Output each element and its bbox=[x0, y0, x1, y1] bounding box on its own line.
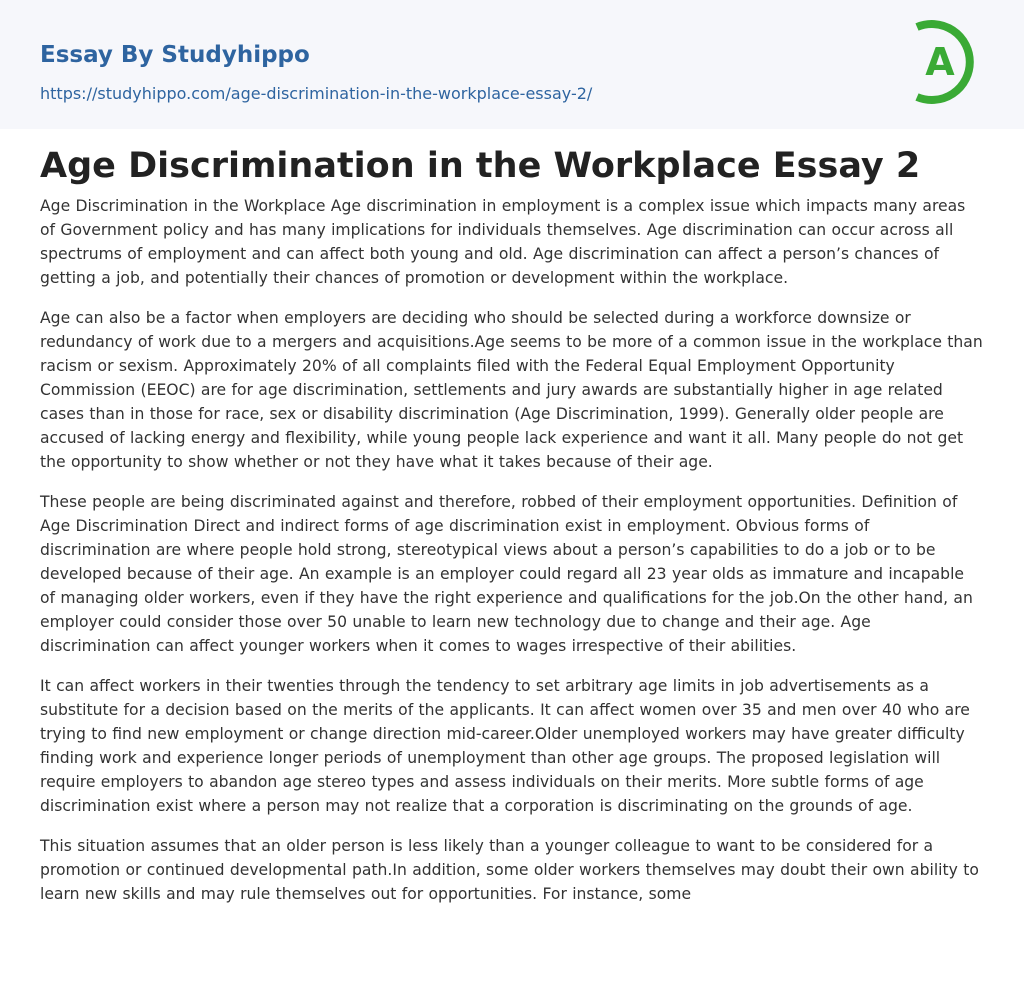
site-brand[interactable]: Essay By Studyhippo bbox=[40, 42, 310, 68]
essay-paragraph: Age Discrimination in the Workplace Age discrimination in employment is a complex issue which impacts many areas of Government policy and has many implications for individuals themselves. Age discrimination can occur across all spectrums of employment and can affect both young and old. Age discrimination can affect a person’s chances of getting a job, and potentially their chances of promotion or development within the workplace. bbox=[40, 197, 966, 287]
essay-title: Age Discrimination in the Workplace Essay 2 bbox=[40, 146, 921, 186]
site-header bbox=[0, 0, 1024, 129]
essay-url-link[interactable]: https://studyhippo.com/age-discrimination-in-the-workplace-essay-2/ bbox=[40, 84, 593, 103]
essay-paragraph: It can affect workers in their twenties through the tendency to set arbitrary age limits in job advertisements as a substitute for a decision based on the merits of the applicants. It can affect women over 35 and men over 40 who are trying to find new employment or change direction mid-career.Older unemployed workers may have greater difficulty finding work and experience longer periods of unemployment than other age groups. The proposed legislation will require employers to abandon age stereo types and assess individuals on their merits. More subtle forms of age discrimination exist where a person may not realize that a corporation is discriminating on the grounds of age. bbox=[40, 677, 970, 815]
essay-body bbox=[40, 194, 984, 922]
essay-paragraph: These people are being discriminated against and therefore, robbed of their employment opportunities. Definition of Age Discrimination Direct and indirect forms of age discrimination exist in employment. Obvious forms of discrimination are where people hold strong, stereotypical views about a person’s capabilities to do a job or to be developed because of their age. An example is an employer could regard all 23 year olds as immature and incapable of managing older workers, even if they have the right experience and qualifications for the job.On the other hand, an employer could consider those over 50 unable to learn new technology due to change and their age. Age discrimination can affect younger workers when it comes to wages irrespective of their abilities. bbox=[40, 493, 973, 655]
logo-letter: A bbox=[925, 40, 955, 84]
essay-paragraph: This situation assumes that an older person is less likely than a younger colleague to want to be considered for a promotion or continued developmental path.In addition, some older workers themselves may doubt their own ability to learn new skills and may rule themselves out for opportunities. For instance, some bbox=[40, 837, 979, 903]
essay-paragraph: Age can also be a factor when employers are deciding who should be selected during a workforce downsize or redundancy of work due to a mergers and acquisitions.Age seems to be more of a common issue in the workplace than racism or sexism. Approximately 20% of all complaints filed with the Federal Equal Employment Opportunity Commission (EEOC) are for age discrimination, settlements and jury awards are substantially higher in age related cases than in those for race, sex or disability discrimination (Age Discrimination, 1999). Generally older people are accused of lacking energy and flexibility, while young people lack experience and want it all. Many people do not get the opportunity to show whether or not they have what it takes because of their age. bbox=[40, 309, 983, 471]
logo[interactable] bbox=[902, 18, 988, 106]
